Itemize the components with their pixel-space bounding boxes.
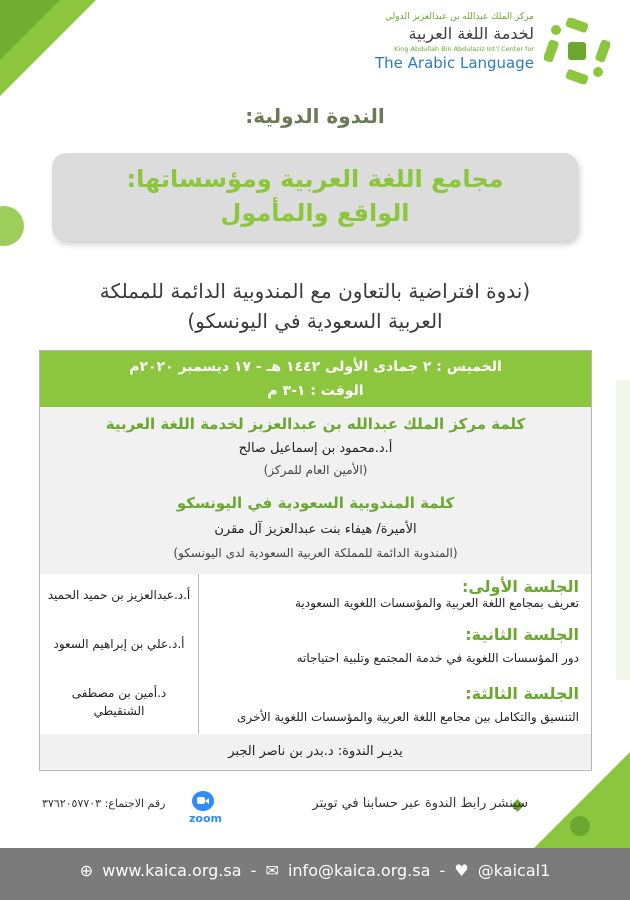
intro-line2: العربية السعودية في اليونسكو) bbox=[187, 309, 443, 333]
session3-speaker-name-line1: د.أمين بن مصطفى bbox=[71, 686, 167, 700]
globe-icon: ⊕ bbox=[79, 861, 94, 880]
footer-contacts bbox=[0, 861, 630, 880]
speaker1-name: أ.د.محمود بن إسماعيل صالح bbox=[238, 441, 393, 456]
session1-title: الجلسة الأولى: bbox=[461, 577, 579, 596]
session3-main bbox=[198, 674, 591, 734]
moderator-row bbox=[40, 734, 591, 769]
intro-line1: (ندوة افتراضية بالتعاون مع المندوبية الدائمة للمملكة bbox=[99, 279, 531, 303]
footer-separator: - bbox=[250, 861, 257, 880]
event-title-box bbox=[52, 153, 578, 241]
speaker1-role: (الأمين العام للمركز) bbox=[263, 463, 368, 477]
footer-separator: - bbox=[439, 861, 446, 880]
speaker2-name: الأميرة/ هيفاء بنت عبدالعزيز آل مقرن bbox=[214, 522, 417, 537]
event-title-line1: مجامع اللغة العربية ومؤسساتها: bbox=[126, 165, 504, 193]
session2-speaker-name: أ.د.علي بن إبراهيم السعود bbox=[53, 637, 185, 651]
logo-text bbox=[375, 12, 534, 72]
speaker2-title: كلمة المندوبية السعودية في اليونسكو bbox=[176, 494, 455, 512]
decor-circle-small bbox=[570, 816, 590, 836]
logo-arabic-big: لخدمة اللغة العربية bbox=[408, 24, 534, 43]
logo-arabic-small: مركز الملك عبدالله بن عبدالعزيز الدولي bbox=[385, 12, 534, 22]
session3-desc: التنسيق والتكامل بين مجامع اللغة العربية والمؤسسات اللغوية الأخرى bbox=[237, 710, 579, 724]
session-row-3 bbox=[40, 674, 591, 735]
speaker-row-1 bbox=[40, 407, 591, 487]
decor-corner-top-left-inner bbox=[0, 0, 60, 60]
center-logo bbox=[350, 12, 610, 92]
program-table bbox=[39, 350, 592, 771]
session1-speaker bbox=[40, 574, 198, 615]
footer-bar bbox=[0, 848, 630, 900]
decor-right-strip bbox=[616, 380, 630, 680]
event-subtitle: الندوة الدولية: bbox=[245, 104, 385, 128]
logo-english-big: The Arabic Language bbox=[374, 54, 534, 72]
session3-speaker-name-line2: الشنقيطي bbox=[93, 704, 145, 718]
session2-desc: دور المؤسسات اللغوية في خدمة المجتمع وتلبية احتياجاته bbox=[296, 651, 579, 665]
footer-website[interactable]: www.kaica.org.sa bbox=[102, 861, 242, 880]
speaker-row-2 bbox=[40, 486, 591, 575]
session1-desc: تعريف بمجامع اللغة العربية والمؤسسات اللغوية السعودية bbox=[294, 596, 579, 610]
session3-speaker bbox=[40, 674, 198, 734]
session1-speaker-name: أ.د.عبدالعزيز بن حميد الحميد bbox=[47, 588, 191, 602]
session2-title: الجلسة الثانية: bbox=[465, 625, 579, 644]
schedule-date: الخميس : ٢ جمادى الأولى ١٤٤٢ هـ - ١٧ ديسمبر ٢٠٢٠م bbox=[129, 359, 502, 375]
twitter-icon: ♥ bbox=[454, 861, 469, 880]
session-row-2 bbox=[40, 615, 591, 675]
twitter-note: سينشر رابط الندوة عبر حسابنا في تويتر bbox=[312, 796, 528, 811]
moderator-text: يديـر الندوة: د.بدر بن ناصر الجبر bbox=[228, 744, 403, 759]
session3-title: الجلسة الثالثة: bbox=[465, 684, 579, 703]
decor-circle bbox=[0, 206, 24, 246]
zoom-icon bbox=[192, 791, 214, 811]
session2-speaker bbox=[40, 615, 198, 674]
footer-email[interactable]: info@kaica.org.sa bbox=[287, 861, 431, 880]
meeting-id: رقم الاجتماع: ٣٧٦٢٠٥٧٧٠٣ bbox=[42, 797, 166, 810]
logo-english-small: King Abdullah Bin Abdulaziz Int'l Center for bbox=[394, 45, 534, 53]
zoom-label: zoom bbox=[189, 812, 222, 825]
event-title-line2: الواقع والمأمول bbox=[220, 199, 410, 227]
schedule-time: الوقت : ١-٣ م bbox=[267, 383, 364, 399]
mail-icon: ✉ bbox=[265, 861, 279, 880]
footer-twitter[interactable]: @kaical1 bbox=[477, 861, 551, 880]
session2-main bbox=[198, 615, 591, 674]
speaker1-title: كلمة مركز الملك عبدالله بن عبدالعزيز لخدمة اللغة العربية bbox=[105, 415, 526, 433]
session1-main bbox=[198, 574, 591, 615]
session-row-1 bbox=[40, 574, 591, 616]
kaica-logo-icon bbox=[544, 18, 610, 84]
schedule-header bbox=[40, 351, 591, 408]
speaker2-role: (المندوبة الدائمة للمملكة العربية السعودية لدى اليونسكو) bbox=[173, 546, 458, 560]
event-intro bbox=[20, 276, 610, 336]
